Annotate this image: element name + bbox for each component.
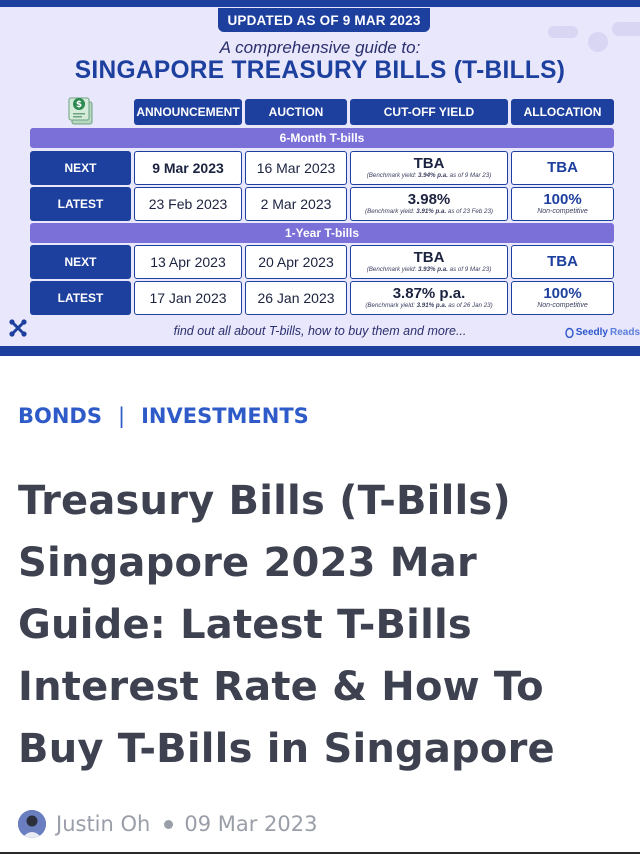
seedly-reads-logo: Seedly Reads: [565, 327, 640, 338]
yield-value: 3.87% p.a.: [392, 285, 466, 302]
announcement-date: 17 Jan 2023: [149, 290, 227, 306]
decor-dot: [612, 22, 640, 36]
auction-cell: [245, 151, 347, 185]
header-auction: AUCTION: [245, 99, 347, 125]
auction-cell: [245, 245, 347, 279]
auction-date: 20 Apr 2023: [258, 254, 334, 270]
auction-date: 26 Jan 2023: [257, 290, 335, 306]
banner-subtitle: A comprehensive guide to:: [219, 38, 421, 57]
yield-cell: [350, 187, 508, 221]
header-announcement: ANNOUNCEMENT: [134, 99, 242, 125]
allocation-note: Non-competitive: [537, 302, 588, 309]
announcement-date: 23 Feb 2023: [148, 196, 228, 212]
category-link-investments[interactable]: INVESTMENTS: [141, 404, 309, 428]
announcement-date: 13 Apr 2023: [150, 254, 226, 270]
announcement-cell: [134, 187, 242, 221]
auction-cell: [245, 187, 347, 221]
yield-cell: [350, 281, 508, 315]
row-label-next: NEXT: [30, 151, 131, 185]
allocation-cell: [511, 187, 614, 221]
svg-text:$: $: [75, 100, 83, 110]
person-icon: [18, 810, 46, 838]
benchmark-note: (Benchmark yield: 3.91% p.a. as of 26 Jan 23): [365, 302, 493, 309]
category-separator: |: [118, 404, 126, 428]
updated-badge: UPDATED AS OF 9 MAR 2023: [218, 8, 430, 32]
yield-value: 3.98%: [407, 191, 451, 208]
article-title: Treasury Bills (T-Bills) Singapore 2023 Mar Guide: Latest T-Bills Interest Rate & How To Buy T-Bills in Singapore: [18, 478, 555, 772]
benchmark-note: (Benchmark yield: 3.94% p.a. as of 9 Mar 23): [366, 172, 492, 179]
yield-cell: [350, 151, 508, 185]
auction-date: 2 Mar 2023: [260, 196, 332, 212]
byline-dot: [164, 820, 173, 829]
announcement-cell: [134, 245, 242, 279]
allocation-value: TBA: [547, 159, 578, 176]
announcement-cell: [134, 151, 242, 185]
category-breadcrumb: [18, 404, 309, 428]
yield-value: TBA: [413, 249, 445, 266]
seed-icon: [565, 327, 574, 338]
benchmark-note: (Benchmark yield: 3.93% p.a. as of 9 Mar 23): [366, 266, 492, 273]
announcement-date: 9 Mar 2023: [152, 160, 224, 176]
decor-dot: [548, 26, 578, 38]
banner-title: SINGAPORE TREASURY BILLS (T-BILLS): [74, 56, 566, 84]
money-icon: [66, 94, 96, 126]
header-cutoff-yield: CUT-OFF YIELD: [350, 99, 508, 125]
auction-cell: [245, 281, 347, 315]
allocation-value: 100%: [543, 191, 582, 208]
auction-date: 16 Mar 2023: [256, 160, 336, 176]
article-byline: [18, 810, 317, 838]
banner-footer-text: find out all about T-bills, how to buy them and more...: [173, 324, 467, 338]
yield-cell: [350, 245, 508, 279]
announcement-cell: [134, 281, 242, 315]
author-avatar[interactable]: [18, 810, 46, 838]
allocation-note: Non-competitive: [537, 208, 588, 215]
benchmark-note: (Benchmark yield: 3.91% p.a. as of 23 Feb 23): [365, 208, 493, 215]
allocation-value: TBA: [547, 253, 578, 270]
yield-value: TBA: [413, 155, 445, 172]
category-link-bonds[interactable]: BONDS: [18, 404, 102, 428]
author-name[interactable]: Justin Oh: [56, 812, 151, 836]
row-label-latest: LATEST: [30, 187, 131, 221]
allocation-cell: [511, 151, 614, 185]
hero-banner[interactable]: [0, 0, 640, 356]
section-6-month: 6-Month T-bills: [30, 128, 614, 148]
row-label-latest: LATEST: [30, 281, 131, 315]
row-label-next: NEXT: [30, 245, 131, 279]
banner-top-border: [0, 0, 640, 7]
header-allocation: ALLOCATION: [511, 99, 614, 125]
banner-bottom-border: [0, 346, 640, 356]
publish-date: 09 Mar 2023: [184, 812, 318, 836]
allocation-value: 100%: [543, 285, 582, 302]
allocation-cell: [511, 245, 614, 279]
allocation-cell: [511, 281, 614, 315]
section-1-year: 1-Year T-bills: [30, 223, 614, 243]
